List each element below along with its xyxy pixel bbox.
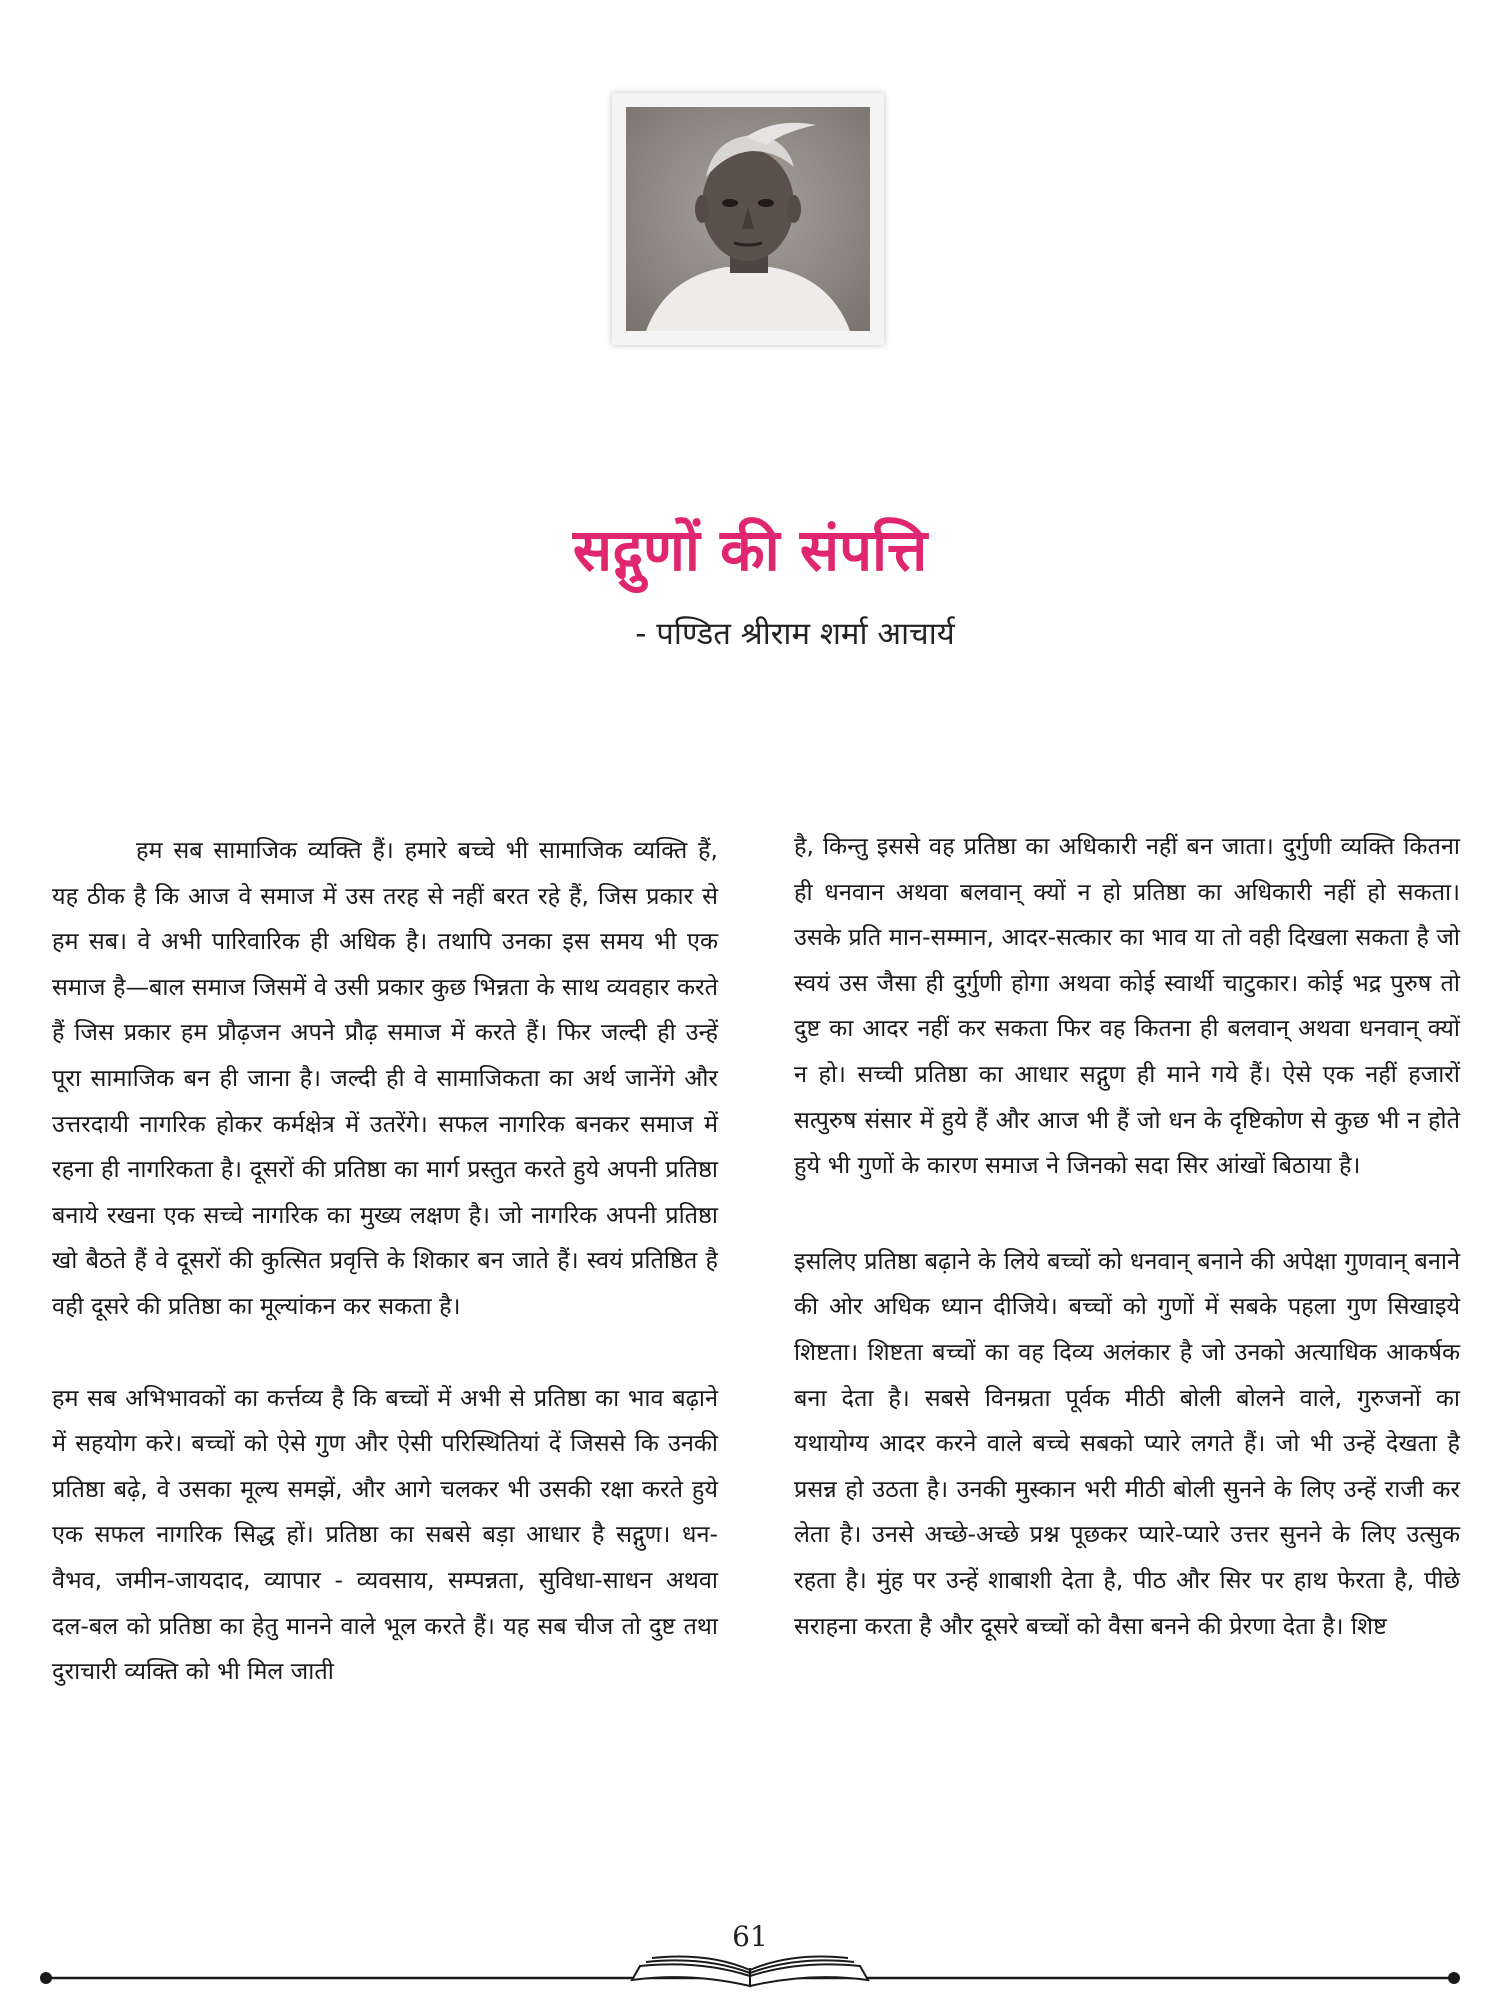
right-column [794,824,1460,1649]
rule-end-dot [40,1972,52,1984]
paragraph: इसलिए प्रतिष्ठा बढ़ाने के लिये बच्चों को धनवान् बनाने की अपेक्षा गुणवान् बनाने की ओर अधिक ध्यान दीजिये। बच्चों को गुणों में सबके पहला गुण सिखाइये शिष्टता। शिष्टता बच्चों का वह दिव्य अलंकार है जो उनको अत्याधिक आकर्षक बना देता है। सबसे विनम्रता पूर्वक मीठी बोली बोलने वाले, गुरुजनों का यथायोग्य आदर करने वाले बच्चे सबको प्यारे लगते हैं। जो भी उन्हें देखता है प्रसन्न हो उठता है। उनकी मुस्कान भरी मीठी बोली सुनने के लिए उन्हें राजी कर लेता है। उनसे अच्छे-अच्छे प्रश्न पूछकर प्यारे-प्यारे उत्तर सुनने के लिए उत्सुक रहता है। मुंह पर उन्हें शाबाशी देता है, पीठ और सिर पर हाथ फेरता है, पीछे सराहना करता है और दूसरे बच्चों को वैसा बनने की प्रेरणा देता है। शिष्ट [794,1246,1460,1640]
article-title: सद्गुणों की संपत्ति [572,516,928,584]
portrait-photo [626,107,870,331]
paragraph: हम सब अभिभावकों का कर्त्तव्य है कि बच्चों में अभी से प्रतिष्ठा का भाव बढ़ाने में सहयोग करे। बच्चों को ऐसे गुण और ऐसी परिस्थितियां दें जिससे कि उनकी प्रतिष्ठा बढ़े, वे उसका मूल्य समझें, और आगे चलकर भी उसकी रक्षा करते हुये एक सफल नागरिक सिद्ध हों। प्रतिष्ठा का सबसे बड़ा आधार है सद्गुण। धन-वैभव, जमीन-जायदाद, व्यापार - व्यवसाय, सम्पन्नता, सुविधा-साधन अथवा दल-बल को प्रतिष्ठा का हेतु मानने वाले भूल करते हैं। यह सब चीज तो दुष्ट तथा दुराचारी व्यक्ति को भी मिल जाती [52,1383,718,1686]
article-author: - पण्डित श्रीराम शर्मा आचार्य [635,616,955,652]
paragraph: हम सब सामाजिक व्यक्ति हैं। हमारे बच्चे भी सामाजिक व्यक्ति हैं, यह ठीक है कि आज वे समाज में उस तरह से नहीं बरत रहे हैं, जिस प्रकार से हम सब। वे अभी पारिवारिक ही अधिक है। तथापि उनका इस समय भी एक समाज है—बाल समाज जिसमें वे उसी प्रकार कुछ भिन्नता के साथ व्यवहार करते हैं जिस प्रकार हम प्रौढ़जन अपने प्रौढ़ समाज में करते हैं। फिर जल्दी ही उन्हें पूरा सामाजिक बन ही जाना है। जल्दी ही वे सामाजिकता का अर्थ जानेंगे और उत्तरदायी नागरिक होकर कर्मक्षेत्र में उतरेंगे। सफल नागरिक बनकर समाज में रहना ही नागरिकता है। दूसरों की प्रतिष्ठा का मार्ग प्रस्तुत करते हुये अपनी प्रतिष्ठा बनाये रखना एक सच्चे नागरिक का मुख्य लक्षण है। जो नागरिक अपनी प्रतिष्ठा खो बैठते हैं वे दूसरों की कुत्सित प्रवृत्ति के शिकार बन जाते हैं। स्वयं प्रतिष्ठित है वही दूसरे की प्रतिष्ठा का मूल्यांकन कर सकता है। [52,836,718,1320]
left-column [52,828,718,1695]
footer-book-divider [40,1946,1460,1990]
author-portrait [612,93,884,345]
paragraph: है, किन्तु इससे वह प्रतिष्ठा का अधिकारी नहीं बन जाता। दुर्गुणी व्यक्ति कितना ही धनवान अथवा बलवान् क्यों न हो प्रतिष्ठा का अधिकारी नहीं हो सकता। उसके प्रति मान-सम्मान, आदर-सत्कार का भाव या तो वही दिखला सकता है जो स्वयं उस जैसा ही दुर्गुणी होगा अथवा कोई स्वार्थी चाटुकार। कोई भद्र पुरुष तो दुष्ट का आदर नहीं कर सकता फिर वह कितना ही बलवान् अथवा धनवान् क्यों न हो। सच्ची प्रतिष्ठा का आधार सद्गुण ही माने गये हैं। ऐसे एक नहीं हजारों सत्पुरुष संसार में हुये हैं और आज भी हैं जो धन के दृष्टिकोण से कुछ भी न होते हुये भी गुणों के कारण समाज ने जिनको सदा सिर आंखों बिठाया है। [794,832,1460,1180]
rule-end-dot [1448,1972,1460,1984]
page-number: 61 [732,1920,768,1953]
open-book-icon [632,1957,868,1987]
